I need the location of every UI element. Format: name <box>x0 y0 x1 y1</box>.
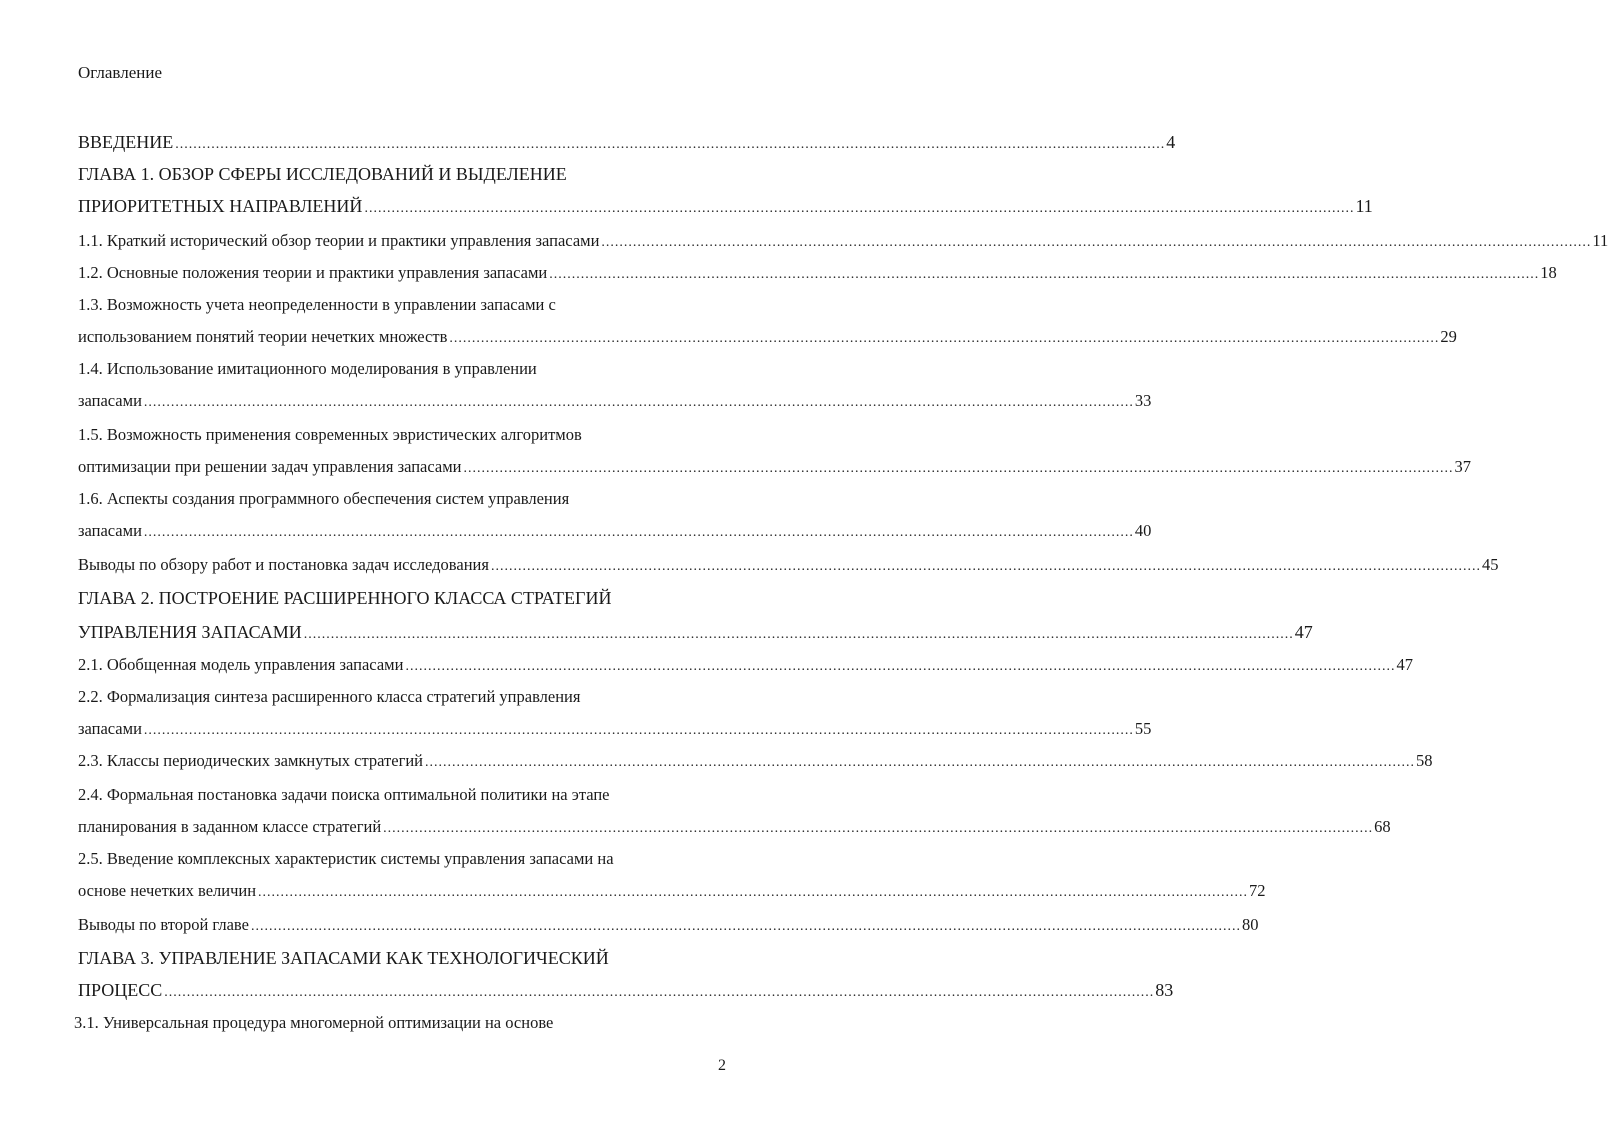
toc-entry-page: 11 <box>1355 196 1373 216</box>
toc-leader-dots: ............................................................................................................................................................................................................................ <box>490 559 1481 574</box>
toc-entry-page: 80 <box>1241 915 1259 934</box>
toc-entry[interactable] <box>78 880 1266 904</box>
toc-entry-title: ГЛАВА 2. ПОСТРОЕНИЕ РАСШИРЕННОГО КЛАССА СТРАТЕГИЙ <box>78 588 612 608</box>
toc-entry[interactable] <box>78 586 611 610</box>
toc-entry-title: запасами <box>78 391 142 410</box>
toc-entry[interactable] <box>78 914 1259 938</box>
toc-entry[interactable] <box>78 130 1176 157</box>
toc-entry[interactable] <box>78 294 556 316</box>
toc-entry-title: 1.4. Использование имитационного моделирования в управлении <box>78 359 537 378</box>
toc-entry-title: 2.5. Введение комплексных характеристик системы управления запасами на <box>78 849 614 868</box>
toc-entry-page: 33 <box>1134 391 1152 410</box>
toc-entry[interactable] <box>78 230 1608 254</box>
toc-entry[interactable] <box>78 848 614 870</box>
toc-entry[interactable] <box>78 784 610 806</box>
toc-entry[interactable] <box>78 750 1433 774</box>
page-title: Оглавление <box>78 63 162 82</box>
toc-entry-title: 2.1. Обобщенная модель управления запасами <box>78 655 404 674</box>
toc-entry[interactable] <box>78 456 1471 480</box>
toc-leader-dots: ............................................................................................................................................................................................................................ <box>143 395 1134 410</box>
toc-entry[interactable] <box>78 358 537 380</box>
toc-leader-dots: ............................................................................................................................................................................................................................ <box>175 137 1166 152</box>
toc-entry[interactable] <box>78 816 1391 840</box>
toc-entry-title: 3.1. Универсальная процедура многомерной оптимизации на основе <box>74 1013 554 1032</box>
toc-entry[interactable] <box>78 520 1152 544</box>
toc-entry[interactable] <box>78 390 1152 414</box>
toc-entry-page: 68 <box>1374 817 1391 836</box>
toc-entry-title: ПРИОРИТЕТНЫХ НАПРАВЛЕНИЙ <box>78 196 363 216</box>
toc-entry[interactable] <box>78 326 1457 350</box>
toc-entry[interactable] <box>78 946 609 970</box>
toc-entry-page: 72 <box>1249 881 1266 900</box>
toc-leader-dots: ............................................................................................................................................................................................................................ <box>425 755 1416 770</box>
toc-entry[interactable] <box>78 620 1313 647</box>
toc-entry-title: запасами <box>78 719 142 738</box>
toc-entry-page: 58 <box>1416 751 1433 770</box>
toc-leader-dots: ............................................................................................................................................................................................................................ <box>143 525 1134 540</box>
toc-leader-dots: ............................................................................................................................................................................................................................ <box>549 267 1540 282</box>
toc-leader-dots: ............................................................................................................................................................................................................................ <box>383 821 1374 836</box>
toc-entry[interactable] <box>78 718 1152 742</box>
toc-leader-dots: ............................................................................................................................................................................................................................ <box>463 461 1454 476</box>
toc-entry[interactable] <box>78 488 569 510</box>
toc-leader-dots: ............................................................................................................................................................................................................................ <box>250 919 1241 934</box>
toc-entry-title: 1.3. Возможность учета неопределенности в управлении запасами с <box>78 295 556 314</box>
toc-entry[interactable] <box>78 654 1413 678</box>
toc-entry-title: 2.4. Формальная постановка задачи поиска оптимальной политики на этапе <box>78 785 610 804</box>
toc-entry-title: основе нечетких величин <box>78 881 257 900</box>
toc-leader-dots: ............................................................................................................................................................................................................................ <box>364 201 1355 216</box>
toc-entry-title: ПРОЦЕСС <box>78 980 163 1000</box>
page-number: 2 <box>718 1057 726 1074</box>
toc-entry-title: оптимизации при решении задач управления запасами <box>78 457 462 476</box>
toc-entry-page: 11 <box>1592 231 1608 250</box>
toc-entry-page: 45 <box>1481 555 1499 574</box>
toc-entry-title: ГЛАВА 1. ОБЗОР СФЕРЫ ИССЛЕДОВАНИЙ И ВЫДЕЛЕНИЕ <box>78 164 567 184</box>
toc-entry-title: Выводы по второй главе <box>78 915 249 934</box>
toc-entry[interactable] <box>78 978 1174 1005</box>
toc-entry[interactable] <box>78 162 567 186</box>
toc-entry-title: 1.2. Основные положения теории и практики управления запасами <box>78 263 548 282</box>
toc-entry-title: планирования в заданном классе стратегий <box>78 817 382 836</box>
toc-leader-dots: ............................................................................................................................................................................................................................ <box>258 885 1249 900</box>
toc-entry-title: 1.5. Возможность применения современных эвристических алгоритмов <box>78 425 582 444</box>
toc-leader-dots: ............................................................................................................................................................................................................................ <box>405 659 1396 674</box>
toc-entry-title: ВВЕДЕНИЕ <box>78 132 174 152</box>
toc-entry[interactable] <box>78 424 582 446</box>
toc-entry-page: 47 <box>1396 655 1413 674</box>
toc-entry-title: использованием понятий теории нечетких множеств <box>78 327 448 346</box>
toc-entry-title: 1.6. Аспекты создания программного обеспечения систем управления <box>78 489 570 508</box>
toc-entry-title: Выводы по обзору работ и постановка задач исследования <box>78 555 489 574</box>
toc-entry-page: 83 <box>1155 980 1174 1000</box>
toc-entry[interactable] <box>78 686 580 708</box>
toc-entry-page: 55 <box>1134 719 1152 738</box>
toc-entry[interactable] <box>78 262 1557 286</box>
toc-entry[interactable] <box>78 554 1499 578</box>
toc-entry-page: 29 <box>1440 327 1457 346</box>
toc-entry-page: 47 <box>1294 622 1313 642</box>
toc-entry-title: 1.1. Краткий исторический обзор теории и практики управления запасами <box>78 231 600 250</box>
toc-entry[interactable] <box>74 1012 553 1034</box>
toc-leader-dots: ............................................................................................................................................................................................................................ <box>303 627 1294 642</box>
toc-entry-title: УПРАВЛЕНИЯ ЗАПАСАМИ <box>78 622 302 642</box>
toc-entry-page: 18 <box>1540 263 1557 282</box>
toc-entry-title: ГЛАВА 3. УПРАВЛЕНИЕ ЗАПАСАМИ КАК ТЕХНОЛОГИЧЕСКИЙ <box>78 948 609 968</box>
toc-leader-dots: ............................................................................................................................................................................................................................ <box>601 235 1592 250</box>
toc-leader-dots: ............................................................................................................................................................................................................................ <box>143 723 1134 738</box>
toc-leader-dots: ............................................................................................................................................................................................................................ <box>449 331 1440 346</box>
toc-entry-page: 37 <box>1454 457 1471 476</box>
toc-entry-page: 4 <box>1166 132 1176 152</box>
toc-leader-dots: ............................................................................................................................................................................................................................ <box>164 985 1155 1000</box>
toc-entry-title: 2.2. Формализация синтеза расширенного класса стратегий управления <box>78 687 581 706</box>
toc-entry-page: 40 <box>1134 521 1152 540</box>
toc-entry-title: запасами <box>78 521 142 540</box>
toc-entry[interactable] <box>78 194 1373 221</box>
toc-entry-title: 2.3. Классы периодических замкнутых стратегий <box>78 751 424 770</box>
